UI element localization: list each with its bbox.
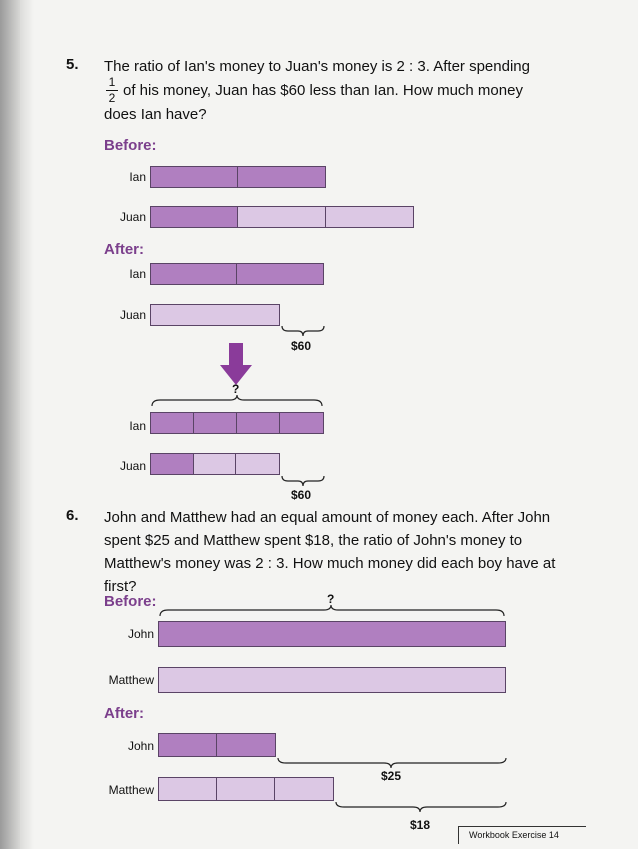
q5-60-label-a: $60 (291, 339, 312, 353)
q5-after-heading: After: (104, 241, 144, 258)
fraction-numerator: 1 (108, 75, 116, 89)
q5-unknown-mark: ? (232, 382, 240, 396)
q5-before-juan-label: Juan (119, 210, 146, 224)
q6-after-heading: After: (104, 705, 144, 722)
q6-after-john-label: John (127, 739, 154, 753)
bar-unit (237, 264, 323, 284)
bar-unit (275, 778, 333, 800)
q6-after-matthew-bar (158, 777, 334, 801)
q5-after-juan-label: Juan (119, 308, 146, 322)
q6-total-brace (158, 604, 506, 618)
question-6-line-3: Matthew's money was 2 : 3. How much money did each boy have at (104, 555, 556, 572)
book-spine-gradient (20, 0, 34, 849)
q6-18-label: $18 (410, 818, 431, 832)
q5-after-ian-label: Ian (129, 267, 146, 281)
bar-unit (159, 622, 505, 646)
bar-unit (238, 167, 325, 187)
q6-before-john-label: John (127, 627, 154, 641)
bar-unit (238, 207, 325, 227)
bar-unit (151, 207, 238, 227)
q5-final-juan-label: Juan (119, 459, 146, 473)
book-spine-shadow (0, 0, 20, 849)
q6-25-brace (276, 756, 508, 770)
q6-after-matthew-label: Matthew (108, 783, 154, 797)
bar-unit (159, 778, 217, 800)
question-5-line-1: The ratio of Ian's money to Juan's money is 2 : 3. After spending (104, 58, 530, 75)
q6-25-label: $25 (381, 769, 402, 783)
bar-unit (236, 454, 279, 474)
q6-18-brace (334, 800, 508, 814)
q6-before-heading: Before: (104, 593, 157, 610)
q5-ian-total-brace (150, 394, 324, 408)
fraction-denominator: 2 (108, 91, 116, 105)
question-6-line-2: spent $25 and Matthew spent $18, the ratio of John's money to (104, 532, 523, 549)
question-5-line-3: does Ian have? (104, 106, 207, 123)
bar-unit (159, 734, 217, 756)
bar-unit (151, 305, 279, 325)
question-5-number: 5. (66, 56, 79, 73)
bar-unit (151, 454, 194, 474)
q6-before-matthew-label: Matthew (108, 673, 154, 687)
q5-before-heading: Before: (104, 137, 157, 154)
q5-before-ian-label: Ian (129, 170, 146, 184)
q5-60-label-b: $60 (291, 488, 312, 502)
q5-final-ian-bar (150, 412, 324, 434)
bar-unit (159, 668, 505, 692)
q5-60-brace-final (280, 474, 326, 488)
q5-after-juan-bar (150, 304, 280, 326)
q6-before-john-bar (158, 621, 506, 647)
question-6-number: 6. (66, 507, 79, 524)
bar-unit (194, 413, 237, 433)
question-5-line-2: of his money, Juan has $60 less than Ian. How much money (123, 82, 523, 99)
down-arrow-icon (220, 343, 252, 385)
bar-unit (151, 413, 194, 433)
q5-final-ian-label: Ian (129, 419, 146, 433)
bar-unit (217, 778, 275, 800)
q6-after-john-bar (158, 733, 276, 757)
bar-unit (151, 167, 238, 187)
bar-unit (280, 413, 323, 433)
q5-after-ian-bar (150, 263, 324, 285)
bar-unit (151, 264, 237, 284)
q5-final-juan-bar (150, 453, 280, 475)
q5-60-brace (280, 324, 326, 338)
fraction-one-half (106, 76, 118, 105)
q6-before-matthew-bar (158, 667, 506, 693)
question-6-line-4: first? (104, 578, 137, 595)
q6-unknown-mark: ? (327, 592, 335, 606)
bar-unit (194, 454, 237, 474)
workbook-exercise-tab: Workbook Exercise 14 (458, 826, 586, 844)
q5-before-juan-bar (150, 206, 414, 228)
question-6-line-1: John and Matthew had an equal amount of money each. After John (104, 509, 551, 526)
bar-unit (326, 207, 413, 227)
q5-before-ian-bar (150, 166, 326, 188)
bar-unit (237, 413, 280, 433)
bar-unit (217, 734, 275, 756)
